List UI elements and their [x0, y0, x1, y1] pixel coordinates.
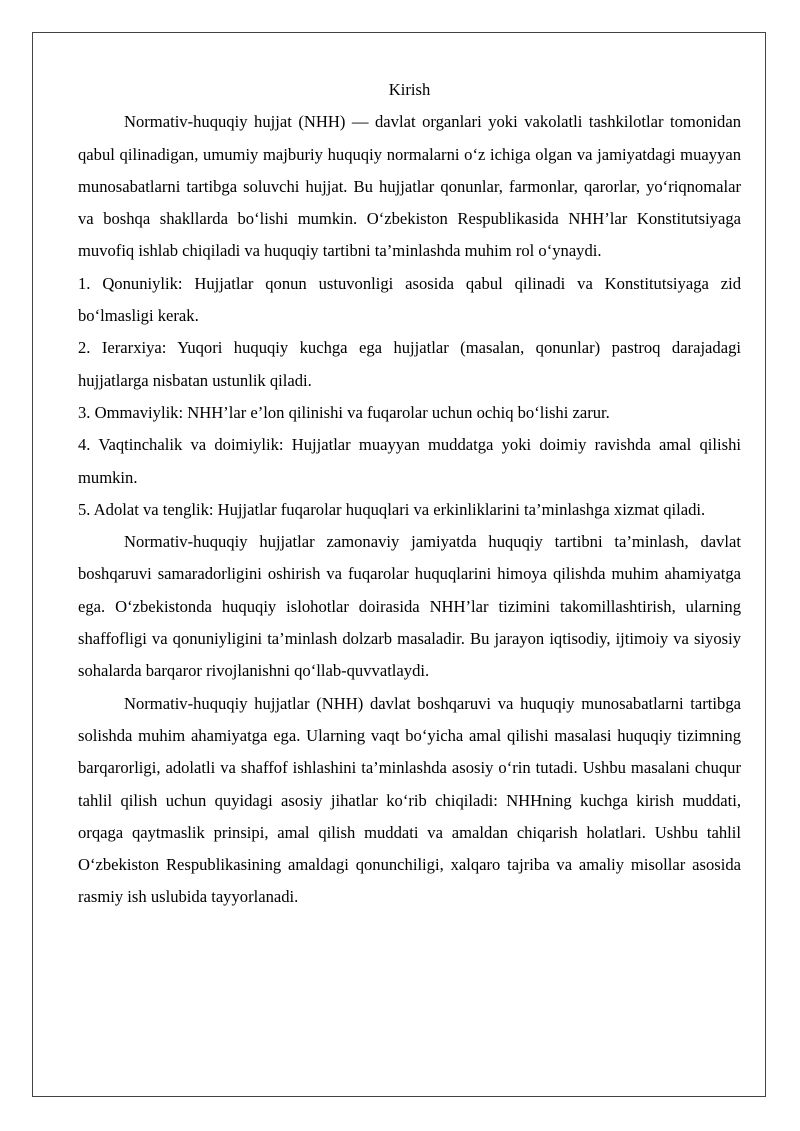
body-paragraph-3: Normativ-huquqiy hujjatlar (NHH) davlat boshqaruvi va huquqiy munosabatlarni tartibga solishda muhim ahamiyatga ega. Ularning vaqt boʻyicha amal qilishi masalasi huquqiy tizimning barqarorligi, adolatli va shaffof ishlashini ta’minlashda asosiy oʻrin tutadi. Ushbu masalani chuqur tahlil qilish uchun quyidagi asosiy jihatlar koʻrib chiqiladi: NHHning kuchga kirish muddati, orqaga qaytmaslik prinsipi, amal qilish muddati va amaldan chiqarish holatlari. Ushbu tahlil Oʻzbekiston Respublikasining amaldagi qonunchiligi, xalqaro tajriba va amaliy misollar asosida rasmiy ish uslubida tayyorlanadi. — [78, 693, 741, 907]
list-item-qonuniylik: 1. Qonuniylik: Hujjatlar qonun ustuvonligi asosida qabul qilinadi va Konstitutsiyaga zid boʻlmasligi kerak. — [78, 273, 741, 326]
intro-paragraph: Normativ-huquqiy hujjat (NHH) — davlat organlari yoki vakolatli tashkilotlar tomonidan qabul qilinadigan, umumiy majburiy huquqiy normalarni oʻz ichiga olgan va jamiyatdagi muayyan munosabatlarni tartibga soluvchi hujjat. Bu hujjatlar qonunlar, farmonlar, qarorlar, yoʻriqnomalar va boshqa shakllarda boʻlishi mumkin. Oʻzbekiston Respublikasida NHH’lar Konstitutsiyaga muvofiq ishlab chiqiladi va huquqiy tartibni ta’minlashda muhim rol oʻynaydi. — [78, 112, 741, 261]
body-paragraph-2: Normativ-huquqiy hujjatlar zamonaviy jamiyatda huquqiy tartibni ta’minlash, davlat boshqaruvi samaradorligini oshirish va fuqarolar huquqlarini himoya qilishda muhim ahamiyatga ega. Oʻzbekistonda huquqiy islohotlar doirasida NHH’lar tizimini takomillashtirish, ularning shaffofligi va qonuniyligini ta’minlash dolzarb masaladir. Bu jarayon iqtisodiy, ijtimoiy va siyosiy sohalarda barqaror rivojlanishni qoʻllab-quvvatlaydi. — [78, 532, 741, 681]
list-item-ommaviylik: 3. Ommaviylik: NHH’lar e’lon qilinishi va fuqarolar uchun ochiq boʻlishi zarur. — [78, 402, 610, 422]
document-title: Kirish — [388, 80, 431, 99]
document-body — [78, 74, 741, 914]
list-item-adolat: 5. Adolat va tenglik: Hujjatlar fuqarolar huquqlari va erkinliklarini ta’minlashga xizmat qiladi. — [78, 499, 706, 519]
list-item-ierarxiya: 2. Ierarxiya: Yuqori huquqiy kuchga ega hujjatlar (masalan, qonunlar) pastroq darajadagi hujjatlarga nisbatan ustunlik qiladi. — [78, 338, 741, 390]
list-item-vaqtinchalik: 4. Vaqtinchalik va doimiylik: Hujjatlar muayyan muddatga yoki doimiy ravishda amal qilishi mumkin. — [78, 435, 741, 487]
